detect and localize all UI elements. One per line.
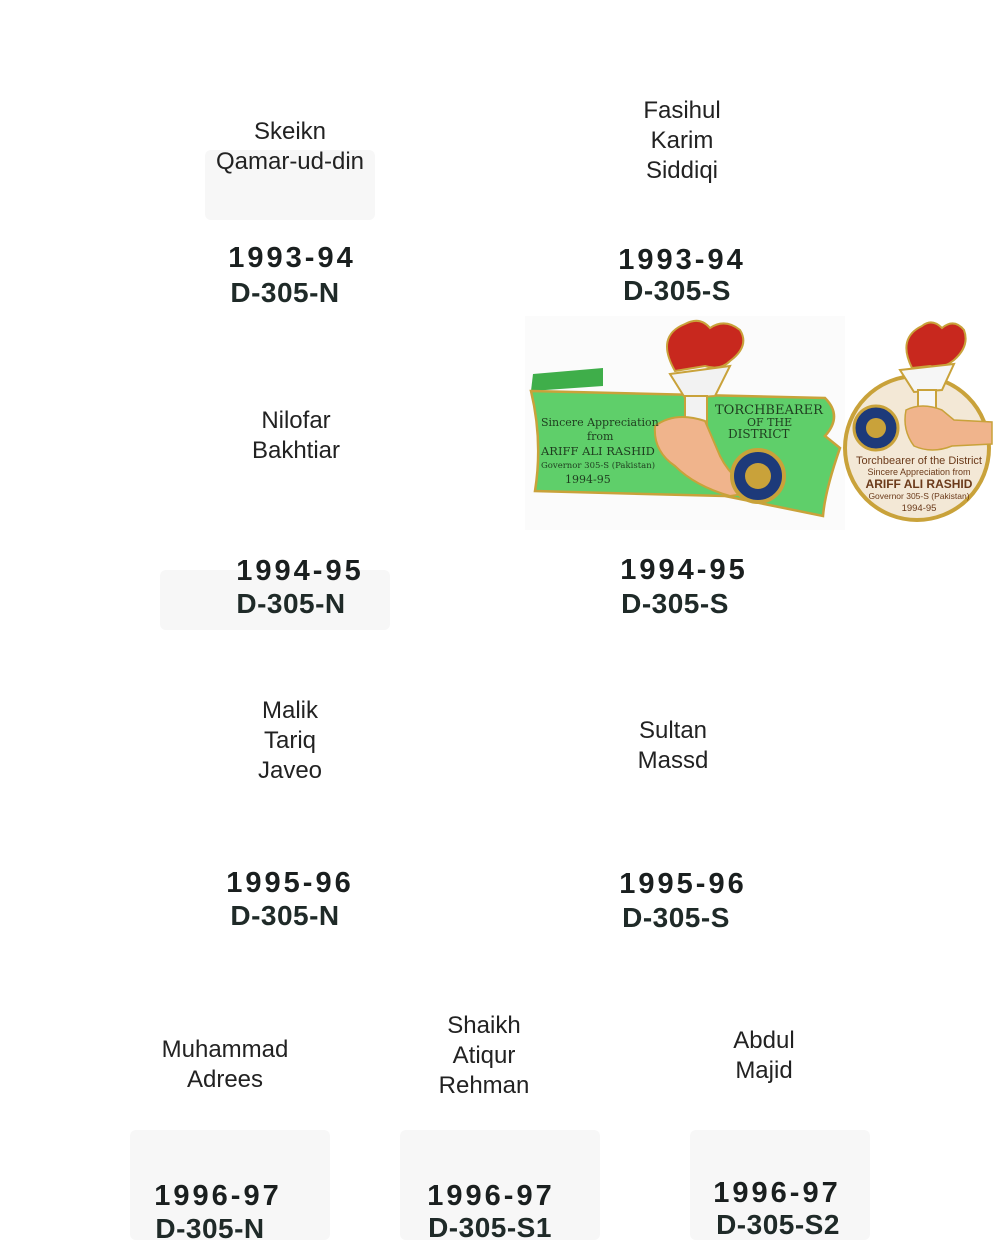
banner-right-line: OF THE bbox=[747, 416, 793, 429]
entry-year: 1996-97 bbox=[427, 1180, 555, 1212]
entry-year: 1993-94 bbox=[228, 242, 356, 274]
entry-name: Shaikh Atiqur Rehman bbox=[438, 1012, 530, 1099]
entry-district: D-305-S bbox=[621, 588, 729, 619]
entry-district: D-305-N bbox=[155, 1213, 265, 1244]
entry-district: D-305-S2 bbox=[716, 1209, 840, 1240]
entry-name: Abdul Majid bbox=[733, 1027, 795, 1084]
entry-district: D-305-N bbox=[230, 900, 340, 931]
banner-right-line: TORCHBEARER bbox=[715, 403, 823, 418]
round-pin-line: ARIFF ALI RASHID bbox=[865, 477, 973, 491]
entry-district: D-305-N bbox=[230, 277, 340, 308]
entry-name: Fasihul Karim Siddiqi bbox=[643, 97, 721, 184]
entry-district: D-305-N bbox=[236, 588, 346, 619]
round-pin-line: Sincere Appreciation from bbox=[867, 467, 971, 477]
round-pin-line: 1994-95 bbox=[901, 503, 937, 514]
banner-left-line: ARIFF ALI RASHID bbox=[541, 444, 655, 458]
torchbearer-banner-pin bbox=[525, 316, 845, 530]
entry-year: 1996-97 bbox=[713, 1177, 841, 1209]
torchbearer-round-pin bbox=[842, 318, 996, 524]
entry-name: Nilofar Bakhtiar bbox=[251, 407, 341, 464]
banner-left-line: Governor 305-S (Pakistan) bbox=[541, 461, 656, 471]
entry-name: Malik Tariq Javeo bbox=[257, 697, 323, 784]
entry-year: 1995-96 bbox=[226, 867, 354, 899]
lions-emblem-icon bbox=[732, 450, 784, 502]
entry-name: Skeikn Qamar-ud-din bbox=[215, 118, 365, 175]
banner-right-line: DISTRICT bbox=[728, 427, 790, 441]
entry-district: D-305-S1 bbox=[428, 1212, 552, 1243]
banner-left-line: Sincere Appreciation bbox=[541, 416, 659, 429]
entry-name: Sultan Massd bbox=[637, 717, 709, 774]
round-pin-line: Governor 305-S (Pakistan) bbox=[868, 491, 970, 501]
lions-emblem-icon bbox=[854, 406, 898, 450]
entry-year: 1994-95 bbox=[236, 555, 364, 587]
entry-year: 1993-94 bbox=[618, 244, 746, 276]
entry-district: D-305-S bbox=[623, 275, 731, 306]
round-pin-line: Torchbearer of the District bbox=[856, 455, 982, 467]
banner-left-line: 1994-95 bbox=[565, 473, 611, 486]
entry-year: 1994-95 bbox=[620, 554, 748, 586]
banner-left-line: from bbox=[587, 430, 614, 443]
entry-name: Muhammad Adrees bbox=[161, 1036, 289, 1093]
entry-year: 1995-96 bbox=[619, 868, 747, 900]
entry-year: 1996-97 bbox=[154, 1180, 282, 1212]
entry-district: D-305-S bbox=[622, 902, 730, 933]
